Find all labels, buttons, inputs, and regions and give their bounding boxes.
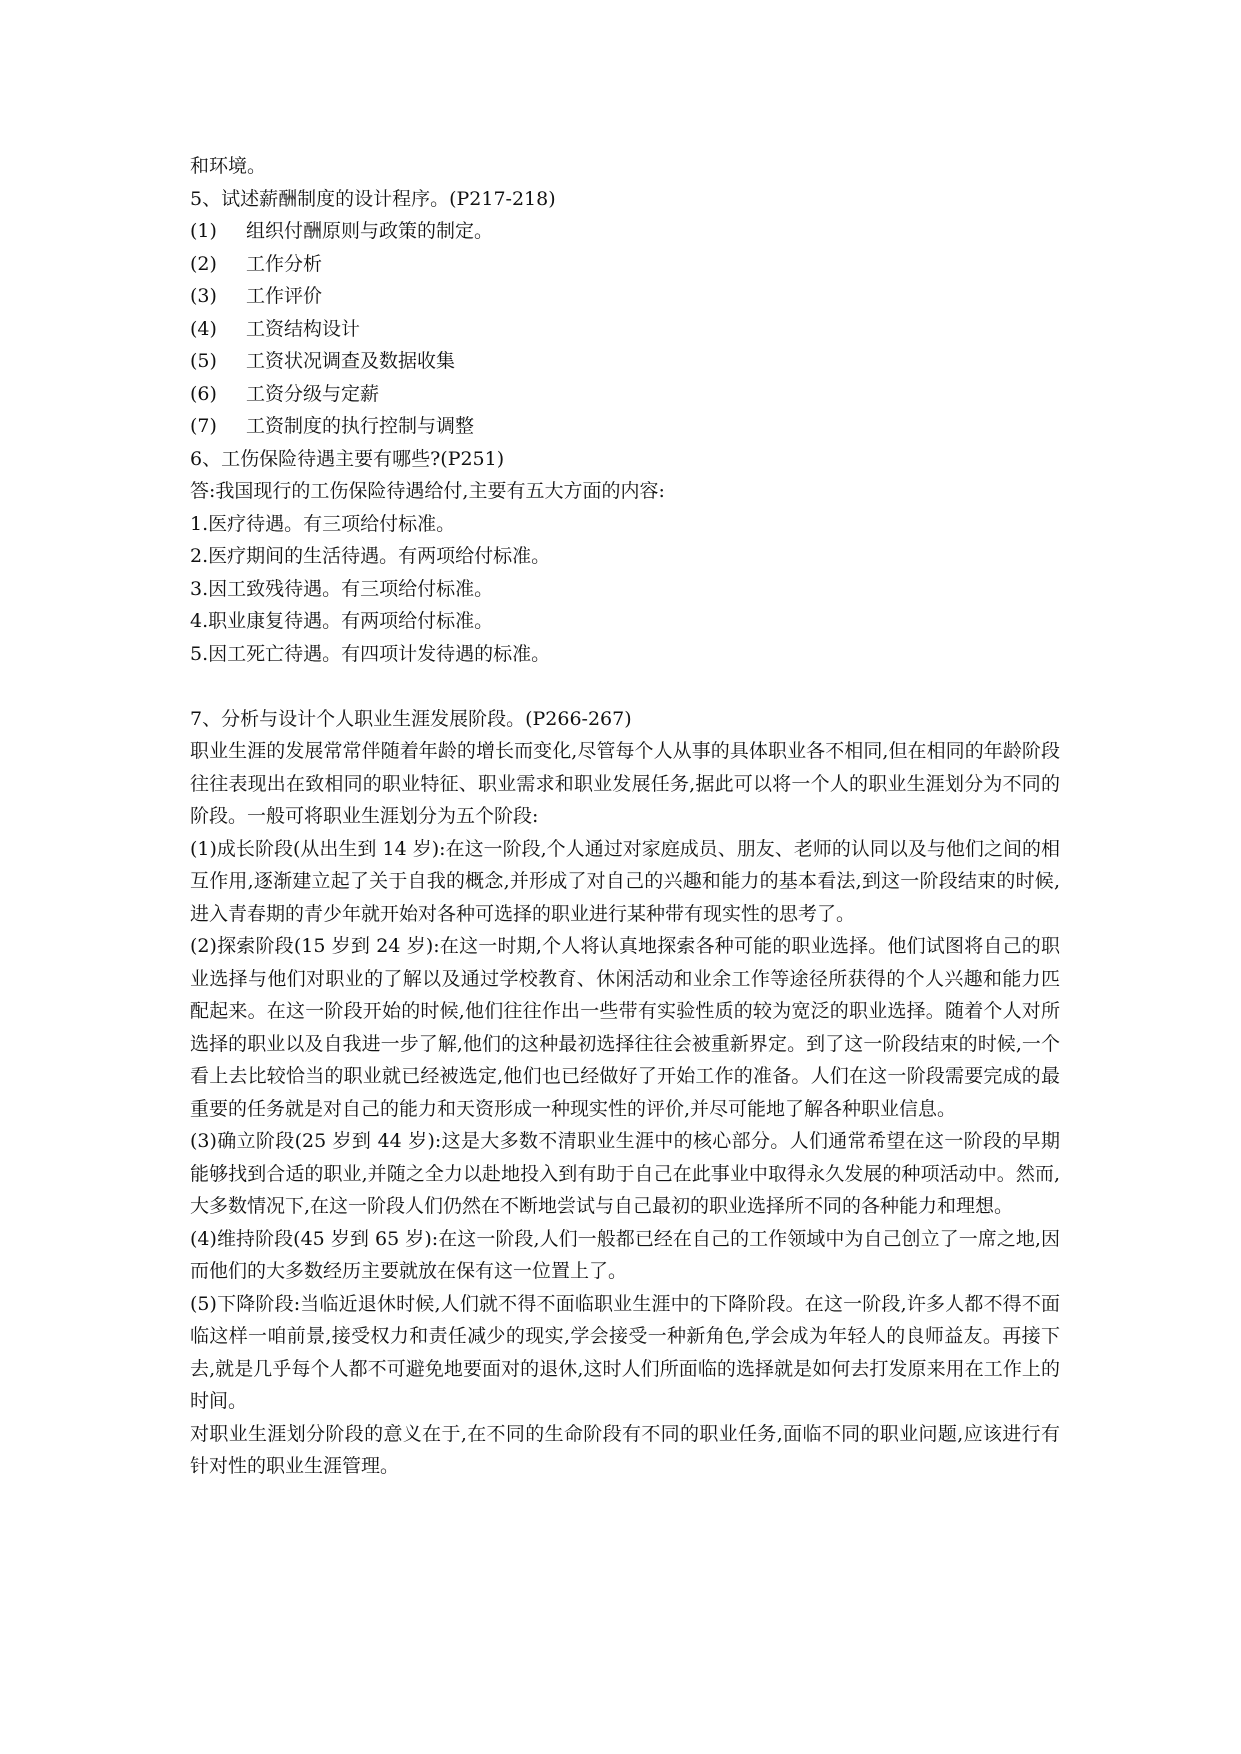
q5-item — [190, 345, 1060, 378]
q5-item-num: (6) — [190, 382, 217, 405]
q6-answer: 答:我国现行的工伤保险待遇给付,主要有五大方面的内容: — [190, 480, 665, 502]
q6-item: 3.因工致残待遇。有三项给付标准。 — [190, 577, 494, 600]
q5-item-text: 工资状况调查及数据收集 — [246, 350, 456, 372]
q5-item-text: 工资结构设计 — [246, 317, 361, 340]
q5-item-text: 工作评价 — [246, 285, 323, 307]
q7-stage: (5)下降阶段:当临近退休时候,人们就不得不面临职业生涯中的下降阶段。在这一阶段,许多人都不得不面临这样一咱前景,接受权力和责任减少的现实,学会接受一种新角色,学会成为年轻人的良师益友。再接下去,就是几乎每个人都不可避免地要面对的退休,这时人们所面临的选择就是如何去打发原来用在工作上的时间。 — [190, 1292, 1060, 1412]
q7-intro: 职业生涯的发展常常伴随着年龄的增长而变化,尽管每个人从事的具体职业各不相同,但在相同的年龄阶段往往表现出在致相同的职业特征、职业需求和职业发展任务,据此可以将一个人的职业生涯划分为不同的阶段。一般可将职业生涯划分为五个阶段: — [190, 740, 1060, 827]
q6-title: 6、工伤保险待遇主要有哪些?(P251) — [190, 447, 505, 470]
q7-stage: (4)维持阶段(45 岁到 65 岁):在这一阶段,人们一般都已经在自己的工作领域中为自己创立了一席之地,因而他们的大多数经历主要就放在保有这一位置上了。 — [190, 1227, 1060, 1282]
q7-stage: (3)确立阶段(25 岁到 44 岁):这是大多数不清职业生涯中的核心部分。人们通常希望在这一阶段的早期能够找到合适的职业,并随之全力以赴地投入到有助于自己在此事业中取得永久发展的种项活动中。然而,大多数情况下,在这一阶段人们仍然在不断地尝试与自己最初的职业选择所不同的各种能力和理想。 — [190, 1130, 1060, 1217]
q6-item: 1.医疗待遇。有三项给付标准。 — [190, 512, 456, 535]
q5-item — [190, 248, 1060, 281]
q7-stage: (1)成长阶段(从出生到 14 岁):在这一阶段,个人通过对家庭成员、朋友、老师的认同以及与他们之间的相互作用,逐渐建立起了关于自我的概念,并形成了对自己的兴趣和能力的基本看法,到这一阶段结束的时候,进入青春期的青少年就开始对各种可选择的职业进行某种带有现实性的思考了。 — [190, 837, 1060, 925]
q5-item-text: 工资制度的执行控制与调整 — [246, 415, 475, 437]
intro-tail: 和环境。 — [190, 155, 267, 177]
q5-item-num: (3) — [190, 285, 217, 307]
q5-item-text: 工资分级与定薪 — [246, 382, 380, 405]
q5-item — [190, 280, 1060, 313]
q7-stage: (2)探索阶段(15 岁到 24 岁):在这一时期,个人将认真地探索各种可能的职业选择。他们试图将自己的职业选择与他们对职业的了解以及通过学校教育、休闲活动和业余工作等途径所获得的个人兴趣和能力匹配起来。在这一阶段开始的时候,他们往往作出一些带有实验性质的较为宽泛的职业选择。随着个人对所选择的职业以及自我进一步了解,他们的这种最初选择往往会被重新界定。到了这一阶段结束的时候,一个看上去比较恰当的职业就已经被选定,他们也已经做好了开始工作的准备。人们在这一阶段需要完成的最重要的任务就是对自己的能力和天资形成一种现实性的评价,并尽可能地了解各种职业信息。 — [190, 935, 1060, 1120]
q5-item — [190, 410, 1060, 443]
q5-item — [190, 313, 1060, 346]
q5-title: 5、试述薪酬制度的设计程序。(P217-218) — [190, 187, 556, 210]
q6-item: 2.医疗期间的生活待遇。有两项给付标准。 — [190, 545, 551, 567]
q5-item-num: (7) — [190, 415, 217, 437]
q6-item: 4.职业康复待遇。有两项给付标准。 — [190, 610, 494, 632]
document-page — [190, 150, 1060, 1483]
q7-conclusion: 对职业生涯划分阶段的意义在于,在不同的生命阶段有不同的职业任务,面临不同的职业问题,应该进行有针对性的职业生涯管理。 — [190, 1422, 1060, 1477]
q5-item-text: 组织付酬原则与政策的制定。 — [246, 220, 494, 242]
q5-item-num: (5) — [190, 350, 217, 372]
q5-item-num: (2) — [190, 252, 217, 275]
q5-item — [190, 215, 1060, 248]
spacer — [190, 670, 1060, 703]
q5-item-num: (4) — [190, 317, 217, 340]
q7-title: 7、分析与设计个人职业生涯发展阶段。(P266-267) — [190, 707, 632, 730]
q5-item-text: 工作分析 — [246, 252, 323, 275]
q5-item — [190, 378, 1060, 411]
q5-item-num: (1) — [190, 220, 217, 242]
q6-item: 5.因工死亡待遇。有四项计发待遇的标准。 — [190, 642, 551, 665]
